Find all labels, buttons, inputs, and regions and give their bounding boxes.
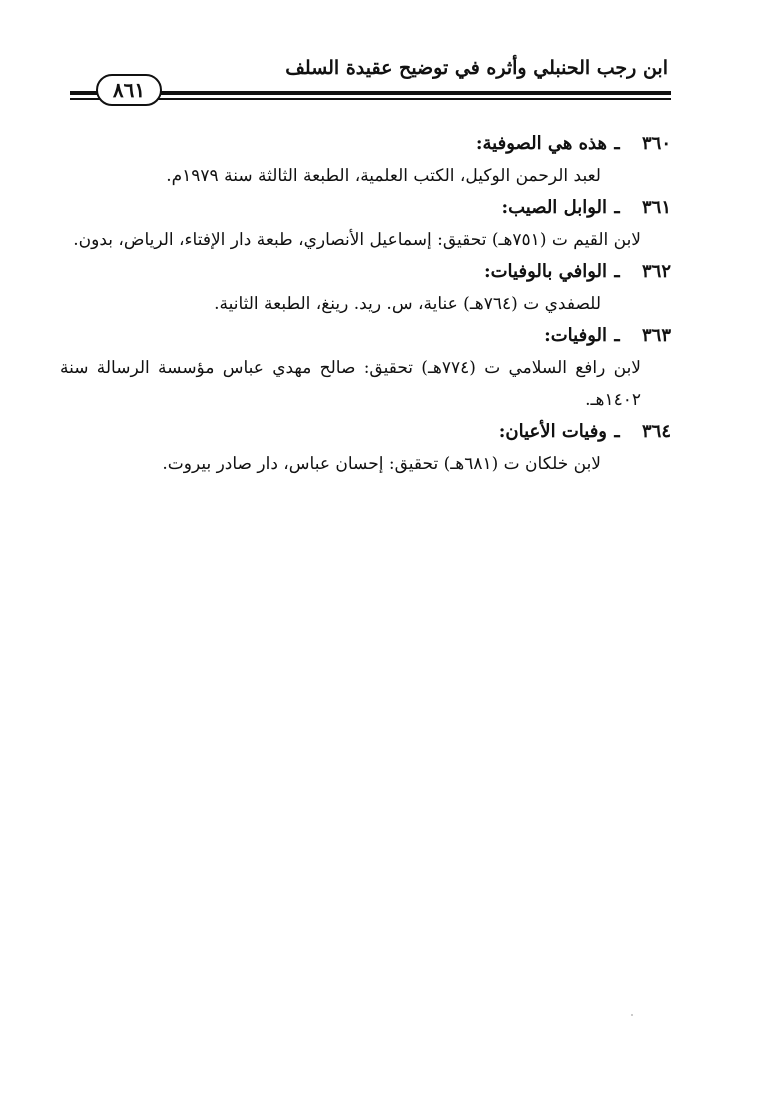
bibliography-entry: [60, 416, 671, 480]
entry-dash: ـ: [614, 421, 620, 442]
entry-title: وفيات الأعيان:: [498, 421, 607, 442]
entry-body: لابن رافع السلامي ت (٧٧٤هـ) تحقيق: صالح مهدي عباس مؤسسة الرسالة سنة ١٤٠٢هـ.: [60, 358, 641, 410]
entry-number: ٣٦١: [641, 197, 671, 218]
header-rule-thin: [70, 98, 671, 100]
running-header-title: ابن رجب الحنبلي وأثره في توضيح عقيدة السلف: [285, 57, 668, 79]
bibliography-list: [60, 128, 671, 480]
entry-title: الوافي بالوفيات:: [483, 261, 607, 282]
entry-body: لابن خلكان ت (٦٨١هـ) تحقيق: إحسان عباس، دار صادر بيروت.: [162, 454, 601, 474]
entry-dash: ـ: [614, 133, 620, 154]
bibliography-entry: [60, 320, 671, 416]
entry-heading: [60, 416, 671, 448]
page-number: ٨٦١: [112, 78, 146, 102]
bibliography-entry: [60, 192, 671, 256]
entry-title: الوفيات:: [544, 325, 607, 346]
entry-heading: [60, 320, 671, 352]
entry-number: ٣٦٣: [641, 325, 671, 346]
entry-title: الوابل الصيب:: [501, 197, 607, 218]
entry-dash: ـ: [614, 197, 620, 218]
entry-body: للصفدي ت (٧٦٤هـ) عناية، س. ريد. رينغ، الطبعة الثانية.: [214, 294, 601, 314]
entry-dash: ـ: [614, 261, 620, 282]
entry-body: لعبد الرحمن الوكيل، الكتب العلمية، الطبعة الثالثة سنة ١٩٧٩م.: [166, 166, 601, 186]
entry-number: ٣٦٤: [641, 421, 671, 442]
entry-number: ٣٦٠: [641, 133, 671, 154]
entry-dash: ـ: [614, 325, 620, 346]
bibliography-entry: [60, 128, 671, 192]
entry-body: لابن القيم ت (٧٥١هـ) تحقيق: إسماعيل الأنصاري، طبعة دار الإفتاء، الرياض، بدون.: [73, 230, 641, 250]
scan-speck: [631, 1014, 633, 1016]
entry-heading: [60, 192, 671, 224]
bibliography-entry: [60, 256, 671, 320]
entry-heading: [60, 128, 671, 160]
page-number-badge: [96, 74, 162, 106]
entry-number: ٣٦٢: [641, 261, 671, 282]
entry-heading: [60, 256, 671, 288]
entry-title: هذه هي الصوفية:: [475, 133, 607, 154]
